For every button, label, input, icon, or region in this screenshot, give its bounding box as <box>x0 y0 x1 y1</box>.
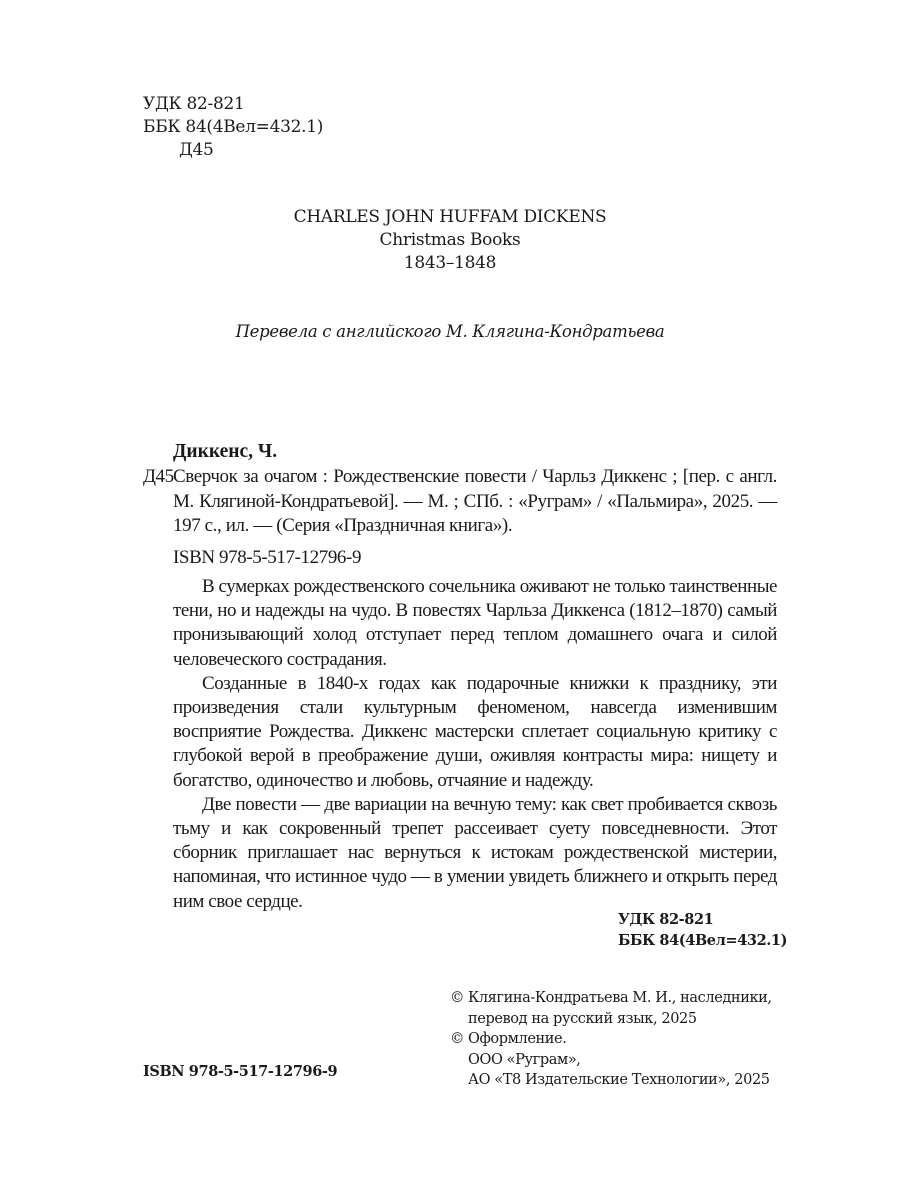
bbk-index-bottom: ББК 84(4Вел=432.1) <box>618 932 788 949</box>
original-years: 1843–1848 <box>403 253 497 273</box>
copyright-design <box>450 1029 772 1050</box>
copyright-design-label: Оформление. <box>468 1031 567 1047</box>
udk-index-bottom: УДК 82-821 <box>618 911 714 928</box>
bbk-index: ББК 84(4Вел=432.1) <box>143 117 324 137</box>
original-author: CHARLES JOHN HUFFAM DICKENS <box>293 207 607 227</box>
original-book-title: Christmas Books <box>379 230 521 250</box>
record-description-block <box>143 465 777 539</box>
copyright-translation-detail: перевод на русский язык, 2025 <box>468 1010 697 1027</box>
record-description: Сверчок за очагом : Рождественские повести / Чарльз Диккенс ; [пер. с англ. М. Клягиной-Кондратьевой]. — М. ; СПб. : «Руграм» / «Пальмира», 2025. — 197 с., ил. — (Серия «Праздничная книга»). <box>173 466 777 536</box>
copyright-symbol-icon: © <box>450 1031 465 1047</box>
original-title-block <box>0 206 900 275</box>
copyright-block <box>450 988 772 1091</box>
classification-indices-top <box>143 93 323 162</box>
copyright-publisher-1: ООО «Руграм», <box>468 1051 581 1068</box>
author-heading: Диккенс, Ч. <box>173 441 278 462</box>
record-isbn: ISBN 978-5-517-12796-9 <box>173 546 362 568</box>
translator-note: Перевела с английского М. Клягина-Кондратьева <box>235 322 665 341</box>
copyright-translation-holder: Клягина-Кондратьева М. И., наследники, <box>468 990 772 1006</box>
isbn-bottom: ISBN 978-5-517-12796-9 <box>143 1063 338 1080</box>
copyright-translation <box>450 988 772 1009</box>
copyright-publisher-2: АО «Т8 Издательские Технологии», 2025 <box>468 1072 770 1088</box>
annotation-paragraph: Созданные в 1840-х годах как подарочные книжки к празднику, эти произведения стали культурным феноменом, навсегда изменившим восприятие Рождества. Диккенс мастерски сплетает социальную критику с глубокой верой в преображение души, оживляя контрасты мира: нищету и богатство, одиночество и любовь, отчаяние и надежду. <box>173 672 777 791</box>
record-author-mark: Д45 <box>143 466 174 487</box>
bibliographic-record <box>143 440 777 914</box>
annotation <box>143 575 777 914</box>
annotation-paragraph: В сумерках рождественского сочельника оживают не только таинственные тени, но и надежды на чудо. В повестях Чарльза Диккенса (1812–1870) самый пронизывающий холод отступает перед теплом домашнего очага и силой человеческого сострадания. <box>173 576 777 670</box>
udk-index: УДК 82-821 <box>143 94 245 114</box>
annotation-paragraph: Две повести — две вариации на вечную тему: как свет пробивается сквозь тьму и как сокровенный трепет рассеивает суету повседневности. Этот сборник приглашает нас вернуться к истокам рождественской мистерии, напоминая, что истинное чудо — в умении увидеть ближнего и открыть перед ним свое сердце. <box>173 793 777 912</box>
copyright-symbol-icon: © <box>450 990 465 1006</box>
classification-indices-bottom <box>618 909 787 951</box>
author-mark: Д45 <box>179 140 214 160</box>
